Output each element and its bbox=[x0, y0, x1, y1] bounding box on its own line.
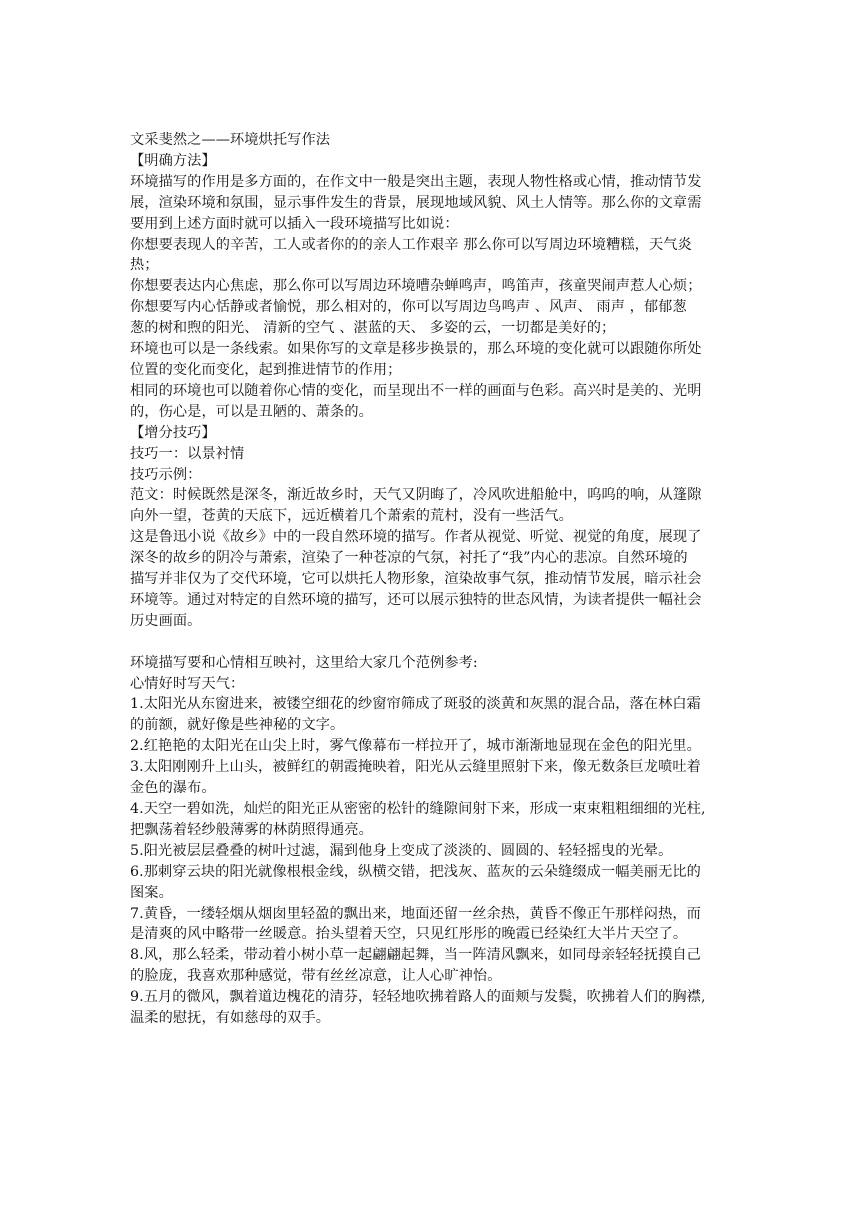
text-line: 环境等。通过对特定的自然环境的描写，还可以展示独特的世态风情，为读者提供一幅社会 bbox=[130, 591, 702, 608]
text-line: 温柔的慰抚，有如慈母的双手。 bbox=[130, 1010, 331, 1027]
text-line: 的脸庞，我喜欢那种感觉，带有丝丝凉意，让人心旷神怡。 bbox=[130, 968, 502, 985]
text-line: 位置的变化而变化，起到推进情节的作用； bbox=[130, 361, 402, 378]
text-line: 葱的树和煦的阳光、 清新的空气 、湛蓝的天、 多姿的云，一切都是美好的； bbox=[130, 320, 616, 337]
text-line: 【增分技巧】 bbox=[130, 424, 216, 441]
text-line: 环境也可以是一条线索。如果你写的文章是移步换景的，那么环境的变化就可以跟随你所处 bbox=[130, 341, 702, 358]
text-line: 技巧示例： bbox=[130, 466, 202, 483]
text-line: 金色的瀑布。 bbox=[130, 780, 216, 797]
text-line: 展，渲染环境和氛围，显示事件发生的背景，展现地域风貌、风土人情等。那么你的文章需 bbox=[130, 194, 702, 211]
text-line: 描写并非仅为了交代环境，它可以烘托人物形象，渲染故事气氛，推动情节发展，暗示社会 bbox=[130, 571, 702, 588]
text-line: 的前额，就好像是些神秘的文字。 bbox=[130, 717, 345, 734]
text-line: 5.阳光被层层叠叠的树叶过滤，漏到他身上变成了淡淡的、圆圆的、轻轻摇曳的光晕。 bbox=[130, 842, 673, 859]
text-line: 深冬的故乡的阴冷与萧索，渲染了一种苍凉的气氛，衬托了“我”内心的悲凉。自然环境的 bbox=[130, 550, 688, 567]
document-title: 文采斐然之——环境烘托写作法 bbox=[130, 132, 331, 148]
text-line: 1.太阳光从东窗进来，被镂空细花的纱窗帘筛成了斑驳的淡黄和灰黑的混合品，落在林白霜 bbox=[130, 696, 701, 713]
text-line: 技巧一：以景衬情 bbox=[130, 445, 245, 462]
text-line: 图案。 bbox=[130, 884, 173, 901]
text-line: 你想要写内心恬静或者愉悦，那么相对的，你可以写周边鸟鸣声 、风声、 雨声 ，郁郁葱 bbox=[130, 299, 687, 316]
text-line: 把飘荡着轻纱般薄雾的林荫照得通亮。 bbox=[130, 821, 373, 838]
text-line: 4.天空一碧如洗，灿烂的阳光正从密密的松针的缝隙间射下来，形成一束束粗粗细细的光柱, bbox=[130, 800, 706, 817]
text-line: 范文：时候既然是深冬，渐近故乡时，天气又阴晦了，冷风吹进船舱中，呜呜的响，从篷隙 bbox=[130, 487, 702, 504]
document-page bbox=[130, 130, 734, 1029]
document-body bbox=[130, 151, 734, 1029]
text-line: 9.五月的微风，飘着道边槐花的清芬，轻轻地吹拂着路人的面颊与发鬓，吹拂着人们的胸襟, bbox=[130, 989, 706, 1006]
text-line: 这是鲁迅小说《故乡》中的一段自然环境的描写。作者从视觉、听觉、视觉的角度，展现了 bbox=[130, 529, 702, 546]
text-line: 环境描写要和心情相互映衬，这里给大家几个范例参考: bbox=[130, 654, 478, 671]
text-line: 是清爽的风中略带一丝暖意。抬头望着天空，只见红彤彤的晚霞已经染红大半片天空了。 bbox=[130, 926, 688, 943]
text-line: 热； bbox=[130, 257, 159, 274]
text-line: 的，伤心是，可以是丑陋的、萧条的。 bbox=[130, 403, 373, 420]
text-line: 相同的环境也可以随着你心情的变化，而呈现出不一样的画面与色彩。高兴时是美的、光明 bbox=[130, 382, 702, 399]
text-line: 历史画面。 bbox=[130, 612, 202, 629]
blank-line bbox=[130, 632, 734, 653]
text-line: 2.红艳艳的太阳光在山尖上时，雾气像幕布一样拉开了，城市渐渐地显现在金色的阳光里。 bbox=[130, 738, 701, 755]
text-line: 你想要表达内心焦虑，那么你可以写周边环境嘈杂蝉鸣声，鸣笛声，孩童哭闹声惹人心烦； bbox=[130, 278, 702, 295]
text-line: 8.风，那么轻柔，带动着小树小草一起翩翩起舞，当一阵清风飘来，如同母亲轻轻抚摸自己 bbox=[130, 947, 701, 964]
text-line: 7.黄昏，一缕轻烟从烟囱里轻盈的飘出来，地面还留一丝余热，黄昏不像正午那样闷热，而 bbox=[130, 905, 701, 922]
text-line: 【明确方法】 bbox=[130, 152, 216, 169]
text-line: 要用到上述方面时就可以插入一段环境描写比如说： bbox=[130, 215, 459, 232]
text-line: 6.那刺穿云块的阳光就像根根金线，纵横交错，把浅灰、蓝灰的云朵缝缀成一幅美丽无比的 bbox=[130, 863, 701, 880]
text-line: 你想要表现人的辛苦，工人或者你的的亲人工作艰辛 那么你可以写周边环境糟糕，天气炎 bbox=[130, 236, 692, 253]
text-line: 向外一望，苍黄的天底下，远近横着几个萧索的荒村，没有一些活气。 bbox=[130, 508, 573, 525]
text-line: 心情好时写天气： bbox=[130, 675, 245, 692]
text-line: 环境描写的作用是多方面的，在作文中一般是突出主题，表现人物性格或心情，推动情节发 bbox=[130, 173, 702, 190]
text-line: 3.太阳刚刚升上山头，被鲜红的朝霞掩映着，阳光从云缝里照射下来，像无数条巨龙喷吐着 bbox=[130, 759, 701, 776]
